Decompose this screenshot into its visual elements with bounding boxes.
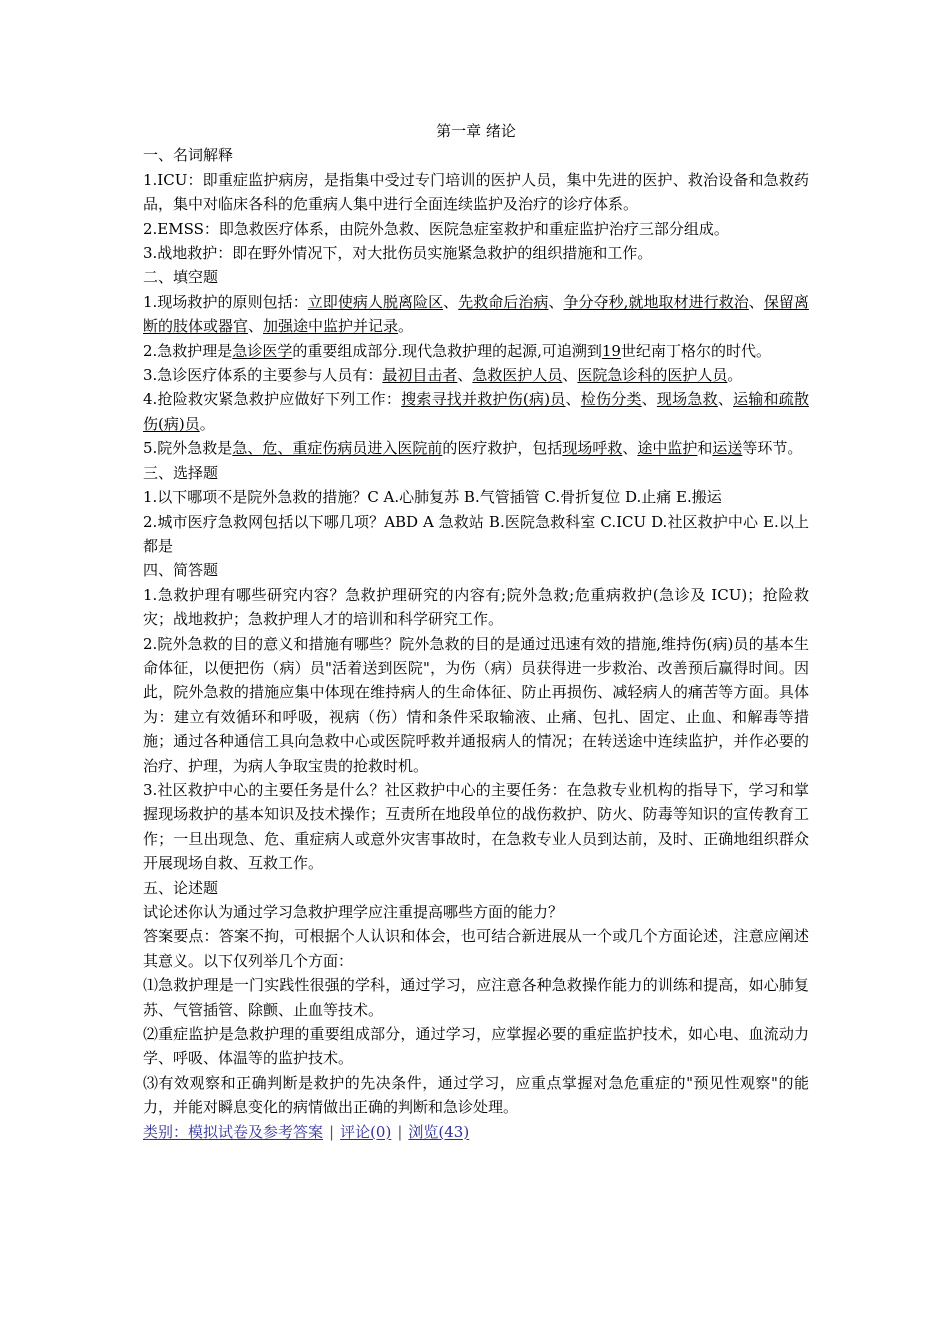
comments-link[interactable]: 评论(0)	[340, 1122, 392, 1141]
footer-divider: |	[329, 1122, 335, 1141]
fill-blank-question-4: 4.抢险救灾紧急救护应做好下列工作：搜索寻找并救护伤(病)员、检伤分类、现场急救、运输和疏散伤(病)员。	[143, 390, 809, 433]
short-answer-item: 1.急救护理有哪些研究内容？急救护理研究的内容有;院外急救;危重病救护(急诊及 ICU)；抢险救灾；战地救护；急救护理人才的培训和科学研究工作。	[143, 585, 809, 629]
section-heading-essay: 五、论述题	[143, 878, 219, 897]
short-answer-item: 3.社区救护中心的主要任务是什么？社区救护中心的主要任务：在急救专业机构的指导下，学习和掌握现场救护的基本知识及技术操作；互责所在地段单位的战伤救护、防火、防毒等知识的宣传教育工作；一旦出现急、危、重症病人或意外灾害事故时，在急救专业人员到达前，及时、正确地组织群众开展现场自救、互救工作。	[143, 780, 809, 873]
short-answer-item: 2.院外急救的目的意义和措施有哪些？院外急救的目的是通过迅速有效的措施,维持伤(病)员的基本生命体征，以便把伤（病）员"活着送到医院"，为伤（病）员获得进一步救治、改善预后赢得时间。因此，院外急救的措施应集中体现在维持病人的生命体征、防止再损伤、减轻病人的痛苦等方面。具体为：建立有效循环和呼吸，视病（伤）情和条件采取输液、止痛、包扎、固定、止血、和解毒等措施；通过各种通信工具向急救中心或医院呼救并通报病人的情况；在转送途中连续监护，并作必要的治疗、护理，为病人争取宝贵的抢救时机。	[143, 634, 809, 775]
question-text: 的重要组成部分.现代急救护理的起源,可追溯到	[292, 341, 602, 360]
fill-blank-question-2	[143, 339, 809, 363]
category-link[interactable]: 类别：模拟试卷及参考答案	[143, 1122, 324, 1141]
question-text: 世纪南丁格尔的时代。	[620, 341, 771, 360]
question-text: 2.急救护理是	[143, 341, 233, 360]
answer-blank: 立即使病人脱离险区	[307, 292, 444, 311]
answer-blank: 急诊医学	[232, 341, 293, 360]
question-text: 1.现场救护的原则包括：	[143, 292, 308, 311]
fill-blank-question-1: 1.现场救护的原则包括：立即使病人脱离险区、先救命后治病、争分夺秒,就地取材进行救治、保留离断的肢体或器官、加强途中监护并记录。	[143, 292, 809, 336]
answer-blank: 争分夺秒,就地取材进行救治	[563, 292, 749, 311]
answer-blank: 19	[601, 341, 621, 360]
answer-blank: 急、危、重症伤病员进入医院前	[232, 439, 443, 458]
document-body	[143, 119, 809, 1144]
answer-blank: 运送	[712, 439, 743, 458]
answer-blank: 最初目击者	[382, 366, 458, 385]
answer-blank: 现场急救	[656, 390, 718, 409]
definition-item: 1.ICU：即重症监护病房，是指集中受过专门培训的医护人员，集中先进的医护、救治设备和急救药品，集中对临床各科的危重病人集中进行全面连续监护及治疗的诊疗体系。	[143, 170, 809, 214]
section-heading-choice: 三、选择题	[143, 463, 219, 482]
answer-blank: 医院急诊科的医护人员	[577, 366, 728, 385]
question-text: 等环节。	[742, 439, 803, 458]
answer-blank: 途中监护	[637, 439, 698, 458]
section-heading-definitions: 一、名词解释	[143, 146, 234, 165]
answer-blank: 运输和疏散伤(病)员	[143, 390, 809, 433]
essay-point: ⑴急救护理是一门实践性很强的学科，通过学习，应注意各种急救操作能力的训练和提高，如心肺复苏、气管插管、除颤、止血等技术。	[143, 976, 809, 1019]
section-heading-short-answer: 四、简答题	[143, 561, 219, 580]
question-text: 4.抢险救灾紧急救护应做好下列工作：	[143, 390, 402, 409]
post-footer	[143, 1120, 809, 1144]
choice-question: 2.城市医疗急救网包括以下哪几项？ABD A 急救站 B.医院急救科室 C.ICU D.社区救护中心 E.以上都是	[143, 512, 809, 555]
fill-blank-question-5: 5.院外急救是急、危、重症伤病员进入医院前的医疗救护，包括现场呼救、途中监护和运送等环节。	[143, 439, 803, 458]
views-link[interactable]: 浏览(43)	[408, 1122, 470, 1141]
definition-item: 2.EMSS：即急救医疗体系，由院外急救、医院急症室救护和重症监护治疗三部分组成。	[143, 219, 729, 238]
fill-blank-question-3: 3.急诊医疗体系的主要参与人员有：最初目击者、急救医护人员、医院急诊科的医护人员。	[143, 366, 743, 385]
question-text: 5.院外急救是	[143, 439, 233, 458]
essay-point: ⑶有效观察和正确判断是救护的先决条件，通过学习，应重点掌握对急危重症的"预见性观察"的能力，并能对瞬息变化的病情做出正确的判断和急诊处理。	[143, 1073, 809, 1117]
answer-blank: 先救命后治病	[458, 292, 549, 311]
page-title: 第一章 绪论	[436, 122, 516, 140]
question-text: 3.急诊医疗体系的主要参与人员有：	[143, 366, 383, 385]
answer-blank: 搜索寻找并救护伤(病)员	[401, 390, 566, 409]
question-text: 的医疗救护，包括	[442, 439, 563, 458]
essay-point: ⑵重症监护是急救护理的重要组成部分，通过学习，应掌握必要的重症监护技术，如心电、血流动力学、呼吸、体温等的监护技术。	[143, 1025, 809, 1068]
footer-divider: |	[397, 1122, 403, 1141]
answer-blank: 急救医护人员	[472, 366, 563, 385]
essay-answer-summary: 答案要点：答案不拘，可根据个人认识和体会，也可结合新进展从一个或几个方面论述，注意应阐述其意义。以下仅列举几个方面：	[143, 927, 809, 970]
answer-blank: 加强途中监护并记录	[263, 317, 399, 336]
choice-question: 1.以下哪项不是院外急救的措施？C A.心肺复苏 B.气管插管 C.骨折复位 D.止痛 E.搬运	[143, 488, 722, 507]
answer-blank: 检伤分类	[580, 390, 642, 409]
answer-blank: 保留离断的肢体或器官	[143, 292, 809, 336]
essay-question: 试论述你认为通过学习急救护理学应注重提高哪些方面的能力？	[143, 903, 564, 921]
section-heading-fill-blank: 二、填空题	[143, 268, 219, 287]
definition-item: 3.战地救护：即在野外情况下，对大批伤员实施紧急救护的组织措施和工作。	[143, 244, 653, 263]
answer-blank: 现场呼救	[562, 439, 623, 458]
